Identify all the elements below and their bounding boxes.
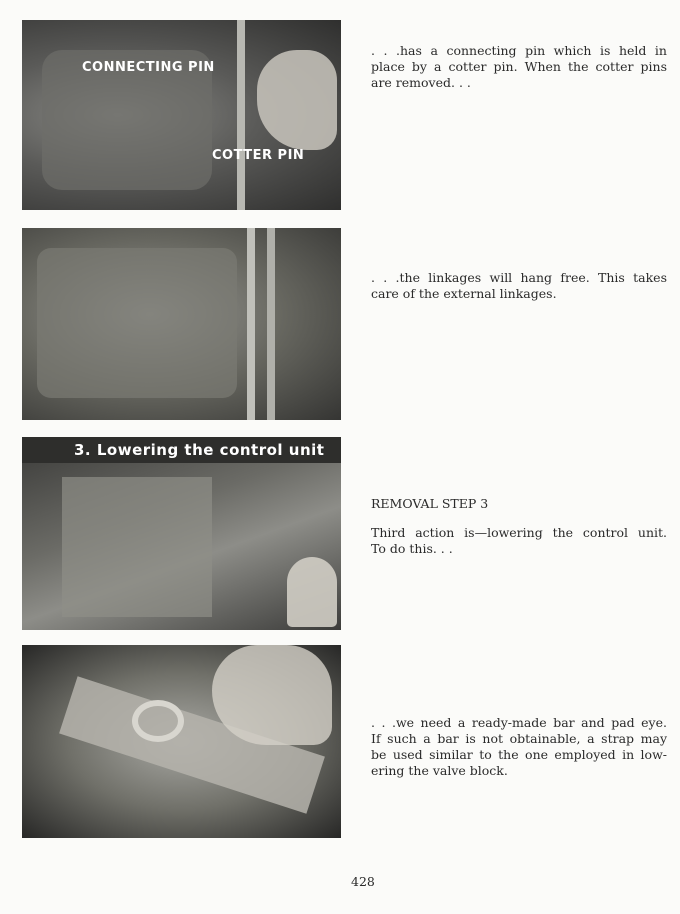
page-number: 428	[351, 874, 375, 889]
photo-bar-and-pad-eye	[22, 645, 341, 838]
paragraph-third-action	[371, 525, 667, 557]
text-line: be used similar to the one employed in low-	[371, 747, 667, 762]
text-line: place by a cotter pin. When the cotter pins	[371, 59, 667, 74]
text-line: care of the external linkages.	[371, 286, 557, 301]
text-line: . . .the linkages will hang free. This takes	[371, 270, 667, 285]
text-line: Third action is—lowering the control unit.	[371, 525, 667, 540]
photo-connecting-pin	[22, 20, 341, 210]
text-line: . . .we need a ready-made bar and pad eye.	[371, 715, 667, 730]
text-line: To do this. . .	[371, 541, 453, 556]
cotter-pin-label: COTTER PIN	[212, 148, 305, 163]
photo-linkages	[22, 228, 341, 420]
section-heading: REMOVAL STEP 3	[371, 496, 489, 511]
text-line: are removed. . .	[371, 75, 471, 90]
paragraph-linkages	[371, 270, 667, 302]
text-line: If such a bar is not obtainable, a strap may	[371, 731, 667, 746]
connecting-pin-label: CONNECTING PIN	[82, 60, 215, 75]
text-line: . . .has a connecting pin which is held in	[371, 43, 667, 58]
photo-caption: 3. Lowering the control unit	[74, 441, 325, 459]
text-line: ering the valve block.	[371, 763, 508, 778]
photo-lowering-control-unit	[22, 437, 341, 630]
paragraph-bar-and-pad-eye	[371, 715, 667, 779]
paragraph-connecting-pin	[371, 43, 667, 91]
